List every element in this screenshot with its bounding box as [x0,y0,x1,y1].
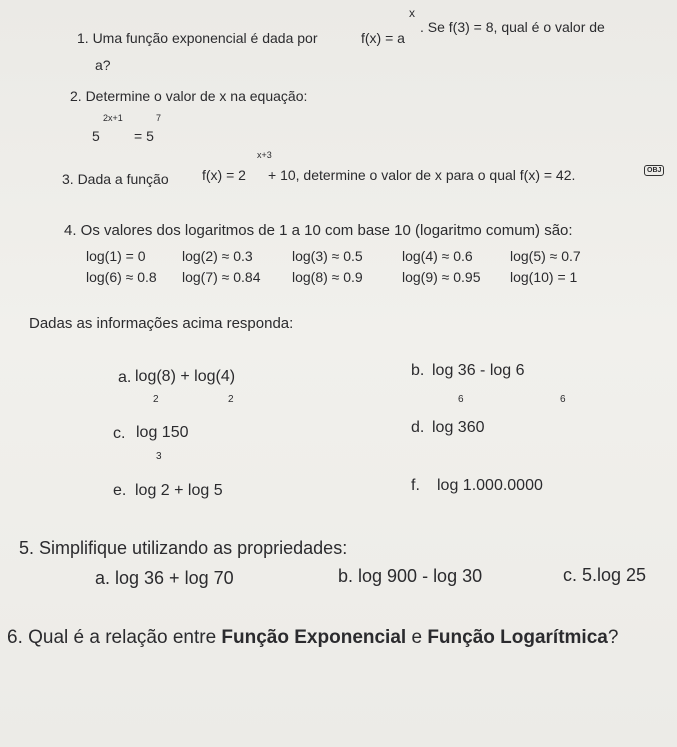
item-d-expr: log 360 [432,419,485,436]
q3-text-start: 3. Dada a função [62,171,169,187]
item-d-label: d. [411,419,425,436]
item-c-label: c. [113,425,126,442]
q6-suffix: ? [607,627,619,648]
log-value: log(2) ≈ 0.3 [182,248,253,264]
item-a-expr: log(8) + log(4) [135,368,236,385]
item-c-expr: log 150 [136,424,189,441]
item-a-base-2: 2 [228,394,234,405]
log-value: log(5) ≈ 0.7 [510,248,581,264]
item-b-base-1: 6 [458,394,464,405]
log-value: log(9) ≈ 0.95 [402,269,481,285]
q1-text-start: 1. Uma função exponencial é dada por [77,30,318,46]
log-value: log(4) ≈ 0.6 [402,248,473,264]
q5-title: 5. Simplifique utilizando as propriedades: [19,538,348,558]
q5-item-a: a. log 36 + log 70 [95,568,234,588]
q2-exponent-1: 2x+1 [103,113,123,123]
item-b-base-2: 6 [560,394,566,405]
item-f-label: f. [411,477,420,494]
q2-title: 2. Determine o valor de x na equação: [70,88,308,104]
q3-exponent: x+3 [257,150,272,160]
item-b-label: b. [411,362,425,379]
q3-function: f(x) = 2 [202,167,246,183]
item-a-base-1: 2 [153,394,159,405]
q4-title: 4. Os valores dos logaritmos de 1 a 10 com base 10 (logaritmo comum) são: [64,222,573,239]
q1-exponent: x [409,6,415,20]
item-a-label: a. [118,369,132,386]
item-e-label: e. [113,482,127,499]
log-value: log(7) ≈ 0.84 [182,269,261,285]
item-b-expr: log 36 - log 6 [432,362,525,379]
q1-text-end: . Se f(3) = 8, qual é o valor de [420,19,605,35]
q3-text-end: + 10, determine o valor de x para o qual f(x) = 42. [268,167,576,183]
q2-equals: = 5 [134,128,154,144]
item-c-base: 3 [156,451,162,462]
q2-exponent-2: 7 [156,113,162,123]
log-value: log(3) ≈ 0.5 [292,248,363,264]
obj-badge: OBJ [644,165,664,176]
q5-item-c: c. 5.log 25 [563,565,647,585]
log-value: log(6) ≈ 0.8 [86,269,157,285]
q5-item-b: b. log 900 - log 30 [338,566,483,586]
log-value: log(10) = 1 [510,269,578,285]
log-value: log(1) = 0 [86,248,146,264]
item-e-expr: log 2 + log 5 [135,482,223,499]
q6-mid: e [406,627,428,648]
q1-function: f(x) = a [361,30,405,46]
q2-base: 5 [92,128,100,144]
q6-bold-exponential: Função Exponencial [221,627,407,648]
q6-question [7,628,618,647]
log-value: log(8) ≈ 0.9 [292,269,363,285]
q6-bold-logarithmic: Função Logarítmica [427,627,608,648]
instruction: Dadas as informações acima responda: [29,315,294,332]
item-f-expr: log 1.000.0000 [437,477,543,494]
q1-line2: a? [95,57,111,73]
q6-prefix: 6. Qual é a relação entre [7,627,222,648]
